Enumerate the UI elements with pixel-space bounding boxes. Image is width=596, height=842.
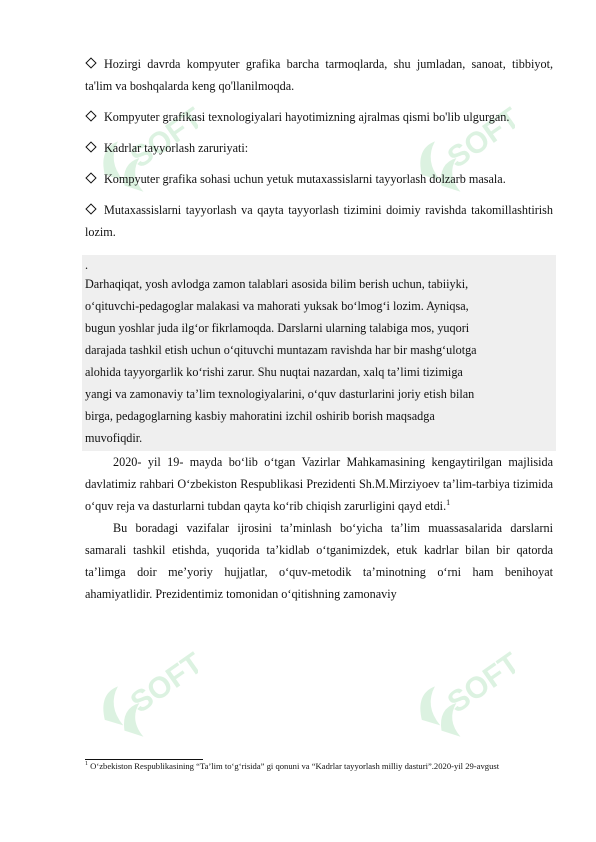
bullet-item bbox=[85, 199, 553, 243]
bullet-text: Kompyuter grafika sohasi uchun yetuk mutaxassislarni tayyorlash dolzarb masala. bbox=[104, 172, 506, 186]
bullet-item bbox=[85, 53, 553, 97]
block-line: bugun yoshlar juda ilg‘or fikrlamoqda. Darslarni ularning talabiga mos, yuqori bbox=[85, 321, 470, 335]
highlighted-block bbox=[82, 255, 556, 451]
watermark-text: SOFT bbox=[441, 101, 515, 175]
body-paragraph bbox=[85, 451, 553, 517]
block-line: darajada tashkil etish uchun o‘qituvchi muntazam ravishda har bir mashg‘ulotga bbox=[85, 343, 477, 357]
document-body bbox=[85, 53, 553, 605]
block-line: birga, pedagoglarning kasbiy mahoratini izchil oshirib borish maqsadga bbox=[85, 409, 435, 423]
footnote-number: 1 bbox=[85, 761, 88, 768]
block-line: o‘qituvchi-pedagoglar malakasi va mahorati yuksak bo‘lmog‘i lozim. Ayniqsa, bbox=[85, 299, 469, 313]
bullet-text: Mutaxassislarni tayyorlash va qayta tayyorlash tizimini doimiy ravishda takomillashtirish lozim. bbox=[85, 203, 553, 239]
watermark-text: SOFT bbox=[124, 101, 198, 175]
footnote-text: O‘zbekiston Respublikasining “Ta’lim to‘g‘risida” gi qonuni va “Kadrlar tayyorlash milliy dasturi”.2020-yil 29-avgust bbox=[88, 761, 500, 771]
block-line: Darhaqiqat, yosh avlodga zamon talablari asosida bilim berish uchun, tabiiyki, bbox=[85, 277, 469, 291]
block-dot: . bbox=[85, 258, 89, 272]
footnote bbox=[85, 761, 553, 772]
paragraph-text: Bu boradagi vazifalar ijrosini ta’minlash bo‘yicha ta’lim muassasalarida darslarni samarali tashkil etishda, yuqorida ta’kidlab o‘tganimizdek, etuk kadrlar bilan bir qatorda ta’limga doir me’yoriy hujjatlar, o‘quv-metodik ta’minotning o‘rni ham benihoyat ahamiyatlidir. Prezidentimiz tomonidan o‘qitishning zamonaviy bbox=[85, 521, 553, 601]
footnote-divider bbox=[85, 759, 203, 760]
diamond-bullet-icon bbox=[85, 172, 96, 183]
footnote-reference[interactable]: 1 bbox=[446, 497, 451, 507]
paragraph-text: 2020- yil 19- mayda bo‘lib o‘tgan Vazirlar Mahkamasining kengaytirilgan majlisida davlatimiz rahbari O‘zbekiston Respublikasi Prezidenti Sh.M.Mirziyoev ta’lim-tarbiya tizimida o‘quv reja va dasturlarni tubdan qayta ko‘rib chiqish zarurligini qayd etdi. bbox=[85, 455, 553, 513]
block-line: muvofiqdir. bbox=[85, 431, 143, 445]
bullet-item bbox=[85, 168, 553, 190]
diamond-bullet-icon bbox=[85, 110, 96, 121]
bullet-item bbox=[85, 106, 553, 128]
bullet-item bbox=[85, 137, 553, 159]
watermark-text: SOFT bbox=[441, 646, 515, 720]
bullet-text: Kompyuter grafikasi texnologiyalari hayotimizning ajralmas qismi bo'lib ulgurgan. bbox=[104, 110, 510, 124]
bullet-text: Kadrlar tayyorlash zaruriyati: bbox=[104, 141, 249, 155]
body-paragraph bbox=[85, 517, 553, 605]
block-line: yangi va zamonaviy ta’lim texnologiyalarini, o‘quv dasturlarini joriy etish bilan bbox=[85, 387, 475, 401]
diamond-bullet-icon bbox=[85, 141, 96, 152]
bullet-text: Hozirgi davrda kompyuter grafika barcha tarmoqlarda, shu jumladan, sanoat, tibbiyot, ta'lim va boshqalarda keng qo'llanilmoqda. bbox=[85, 57, 553, 93]
block-line: alohida tayyorgarlik ko‘rishi zarur. Shu nuqtai nazardan, xalq ta’limi tizimiga bbox=[85, 365, 463, 379]
watermark-text: SOFT bbox=[124, 646, 198, 720]
diamond-bullet-icon bbox=[85, 203, 96, 214]
diamond-bullet-icon bbox=[85, 57, 96, 68]
